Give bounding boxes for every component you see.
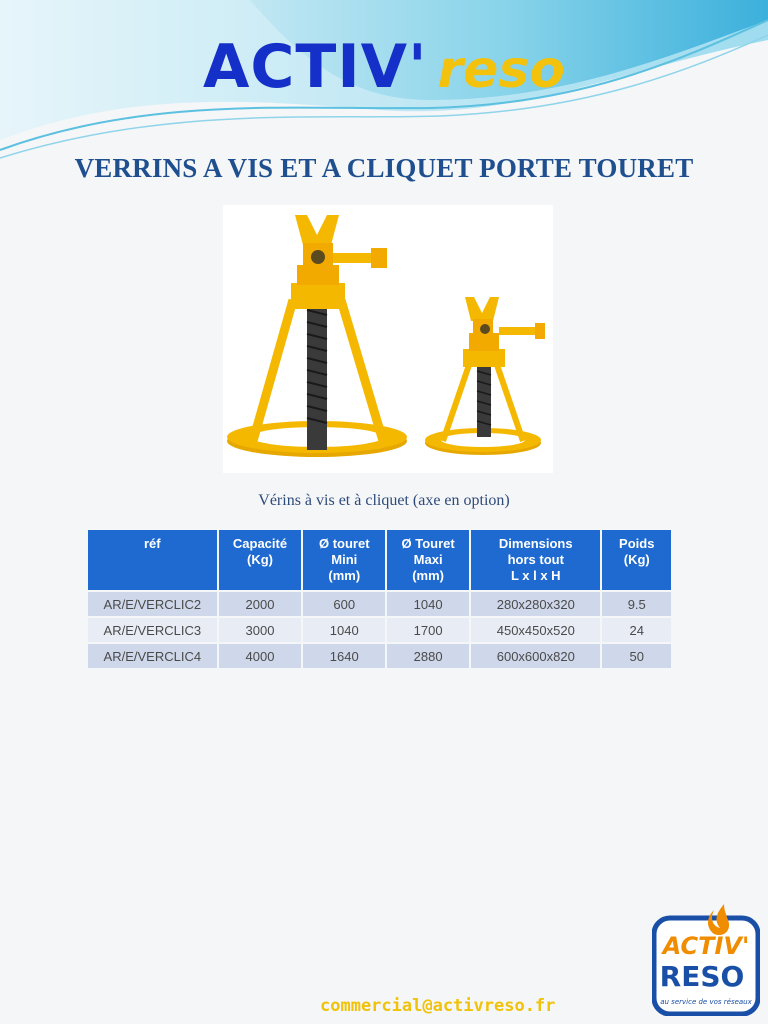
cell-dimensions: 450x450x520 [471, 618, 600, 642]
col-header-poids: Poids (Kg) [602, 530, 671, 590]
cell-poids: 50 [602, 644, 671, 668]
cell-capacite: 3000 [219, 618, 302, 642]
cell-touret-mini: 1640 [303, 644, 385, 668]
cell-poids: 24 [602, 618, 671, 642]
table-row [88, 618, 671, 642]
brand-part-reso: reso [437, 40, 566, 100]
product-photo-jacks [223, 205, 553, 473]
cell-touret-maxi: 2880 [387, 644, 469, 668]
col-header-touret-mini: Ø touret Mini (mm) [303, 530, 385, 590]
table-row [88, 644, 671, 668]
logo-line2: RESO [659, 960, 745, 993]
cell-touret-maxi: 1700 [387, 618, 469, 642]
contact-email[interactable]: commercial@activreso.fr [320, 996, 556, 1016]
cell-dimensions: 280x280x320 [471, 592, 600, 616]
col-header-dimensions: Dimensions hors tout L x l x H [471, 530, 600, 590]
cell-poids: 9.5 [602, 592, 671, 616]
company-logo [652, 904, 760, 1016]
col-header-ref: réf [88, 530, 217, 590]
cell-dimensions: 600x600x820 [471, 644, 600, 668]
brand-logo-text [0, 32, 768, 102]
col-header-capacite: Capacité (Kg) [219, 530, 302, 590]
cell-touret-mini: 600 [303, 592, 385, 616]
col-header-touret-maxi: Ø Touret Maxi (mm) [387, 530, 469, 590]
cell-ref: AR/E/VERCLIC2 [88, 592, 217, 616]
table-row [88, 592, 671, 616]
logo-line1: ACTIV' [662, 932, 750, 960]
image-caption: Vérins à vis et à cliquet (axe en option) [258, 492, 510, 509]
cell-touret-mini: 1040 [303, 618, 385, 642]
cell-ref: AR/E/VERCLIC3 [88, 618, 217, 642]
cell-touret-maxi: 1040 [387, 592, 469, 616]
logo-tagline: au service de vos réseaux [660, 998, 752, 1006]
page-title: VERRINS A VIS ET A CLIQUET PORTE TOURET [74, 153, 694, 183]
cell-capacite: 2000 [219, 592, 302, 616]
brand-part-activ: ACTIV' [202, 32, 428, 102]
spec-table-header-row [88, 530, 671, 590]
cell-capacite: 4000 [219, 644, 302, 668]
cell-ref: AR/E/VERCLIC4 [88, 644, 217, 668]
flame-icon [708, 904, 729, 935]
spec-table [86, 528, 673, 670]
